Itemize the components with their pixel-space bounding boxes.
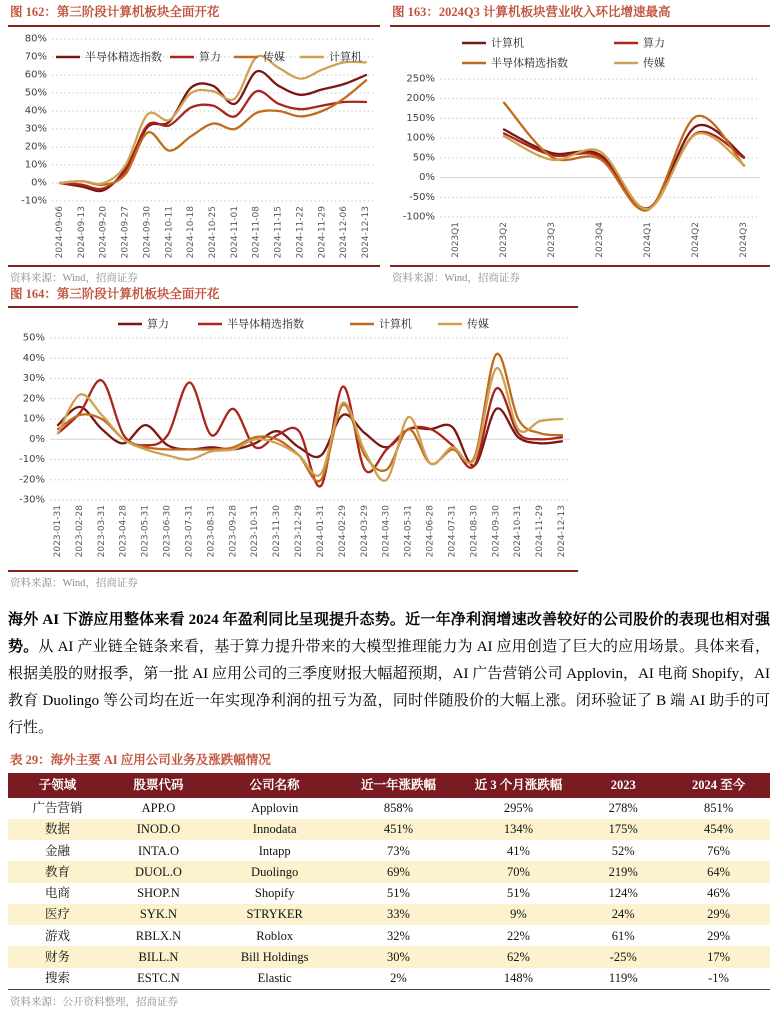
x-tick-label: 2024-11-29 [535, 505, 546, 558]
column-header-1y-change: 近一年涨跌幅 [339, 773, 457, 797]
series-line-算力 [60, 91, 366, 189]
x-tick-label: 2023-07-31 [184, 505, 195, 558]
series-line-传媒 [504, 133, 744, 209]
table-cell: INOD.O [136, 822, 181, 837]
x-tick-label: 2024-11-01 [229, 205, 240, 258]
table-cell: APP.O [141, 801, 176, 815]
x-tick-label: 2023-02-28 [74, 505, 85, 558]
y-tick-label: 70% [24, 51, 47, 63]
table-cell: 64% [707, 864, 730, 879]
figure-162 [8, 4, 380, 286]
legend-label-算力: 算力 [147, 317, 169, 331]
table-cell: 119% [608, 971, 638, 985]
legend-label-半导体精选指数: 半导体精选指数 [491, 56, 568, 70]
figure-163 [390, 4, 770, 286]
x-tick-label: 2024-09-06 [55, 205, 65, 258]
table-cell: BILL.N [138, 949, 179, 964]
x-tick-label: 2024-05-31 [403, 505, 414, 558]
table-cell: Elastic [257, 971, 292, 985]
series-lines [60, 55, 366, 190]
x-tick-label: 2023-01-31 [53, 505, 63, 558]
legend-label-计算机: 计算机 [491, 36, 524, 50]
table-cell: 29% [707, 907, 730, 922]
x-tick-label: 2024-03-29 [359, 505, 370, 558]
table-cell: 73% [387, 843, 410, 858]
table-29-source: 资料来源：公开资料整理，招商证券 [10, 996, 178, 1008]
y-tick-label: 80% [24, 33, 47, 45]
x-tick-label: 2023Q3 [547, 221, 557, 258]
legend [462, 35, 665, 69]
table-cell: -25% [609, 949, 637, 964]
table-cell: 51% [507, 886, 530, 900]
x-tick-label: 2024-09-20 [98, 205, 109, 258]
x-tick-label: 2023-12-29 [294, 505, 305, 558]
y-tick-label: -10% [21, 195, 47, 207]
legend-label-计算机: 计算机 [379, 317, 412, 331]
y-tick-label: 50% [22, 332, 45, 344]
table-cell: 17% [707, 949, 730, 964]
x-tick-label: 2023Q2 [499, 221, 509, 258]
table-cell: Roblox [256, 928, 294, 943]
table-cell: INTA.O [137, 843, 179, 858]
legend [118, 317, 489, 331]
series-lines [58, 354, 562, 487]
table-cell: 游戏 [45, 928, 71, 943]
table-cell: 454% [703, 822, 734, 837]
legend-label-计算机: 计算机 [329, 50, 362, 64]
x-tick-label: 2023Q4 [595, 221, 605, 258]
table-cell: Innodata [252, 822, 297, 837]
y-tick-label: 0% [419, 171, 435, 183]
y-tick-label: 30% [24, 123, 47, 135]
x-tick-label: 2023-04-28 [118, 505, 129, 558]
table-cell: 148% [503, 971, 534, 985]
figure-163-chart-canvas [390, 27, 770, 265]
x-tick-label: 2024-09-30 [491, 505, 502, 558]
table-cell: Intapp [258, 843, 291, 858]
y-axis-labels [21, 33, 47, 206]
y-tick-label: 10% [22, 413, 45, 425]
table-cell: 175% [608, 822, 638, 837]
y-tick-label: 0% [31, 177, 47, 189]
legend [56, 49, 362, 63]
body-paragraph-bold: 海外 AI 下游应用整体来看 2024 年盈利同比呈现提升态势。近一年净利润增速改善较好的公司股价的表现也相对强势。 [8, 612, 770, 656]
table-cell: Applovin [251, 801, 299, 815]
table-header-row [8, 773, 770, 797]
y-tick-label: 60% [24, 69, 47, 81]
series-line-传媒 [60, 80, 366, 185]
table-row [8, 925, 770, 946]
y-tick-label: 0% [29, 434, 45, 445]
y-tick-label: 50% [412, 151, 435, 163]
series-line-半导体精选指数 [60, 71, 366, 191]
table-cell: 51% [387, 886, 410, 900]
figure-164-caption: 图 164：第三阶段计算机板块全面开花 [8, 286, 578, 309]
table-29-caption: 表 29：海外主要 AI 应用公司业务及涨跌幅情况 [10, 753, 271, 768]
table-cell: 451% [383, 822, 414, 837]
x-tick-label: 2024-11-15 [273, 205, 284, 258]
x-tick-label: 2024-09-13 [76, 205, 87, 258]
table-cell: 70% [507, 864, 530, 879]
x-tick-label: 2024-10-25 [208, 205, 218, 258]
table-cell: 858% [383, 801, 414, 815]
legend-label-半导体精选指数: 半导体精选指数 [85, 50, 162, 64]
table-29-block [8, 750, 770, 1009]
legend-label-算力: 算力 [199, 50, 221, 64]
table-cell: 金融 [45, 843, 71, 858]
top-charts-row [8, 4, 770, 286]
table-cell: 69% [387, 864, 410, 879]
table-cell: SHOP.N [137, 886, 180, 900]
table-cell: 134% [503, 822, 534, 837]
table-row [8, 946, 770, 967]
table-cell: 医疗 [45, 907, 71, 922]
x-tick-label: 2024-11-08 [251, 205, 262, 258]
y-tick-label: 150% [406, 112, 435, 124]
x-tick-label: 2024-10-11 [164, 205, 175, 258]
table-cell: 2% [390, 971, 407, 985]
table-cell: Bill Holdings [240, 949, 309, 964]
gridlines [440, 79, 760, 217]
x-tick-label: 2024-12-13 [361, 205, 371, 258]
table-cell: 9% [510, 907, 527, 922]
x-tick-label: 2024Q3 [739, 221, 749, 258]
column-header-2023: 2023 [579, 773, 667, 797]
y-tick-label: 20% [24, 141, 47, 153]
table-row [8, 968, 770, 990]
table-row [8, 840, 770, 861]
x-tick-label: 2023-05-31 [140, 505, 151, 558]
legend-label-传媒: 传媒 [467, 317, 489, 331]
y-tick-label: -50% [409, 191, 435, 203]
column-header-ticker: 股票代码 [107, 773, 210, 797]
table-cell: -1% [708, 971, 729, 985]
table-row [8, 904, 770, 925]
table-cell: 52% [611, 843, 635, 858]
table-29 [8, 773, 770, 990]
x-tick-label: 2024-08-30 [469, 505, 480, 558]
x-tick-label: 2023Q1 [451, 221, 461, 258]
x-tick-label: 2024-12-13 [557, 505, 567, 558]
y-axis-labels [19, 333, 45, 506]
table-row [8, 883, 770, 904]
table-cell: STRYKER [246, 907, 303, 922]
figure-162-chart-canvas [8, 27, 380, 265]
table-cell: 搜索 [45, 971, 71, 985]
x-tick-label: 2023-03-31 [96, 505, 107, 558]
table-cell: 61% [611, 928, 635, 943]
x-tick-label: 2023-11-30 [272, 505, 283, 558]
column-header-2024-ytd: 2024 至今 [667, 773, 770, 797]
table-row [8, 819, 770, 840]
table-cell: 62% [507, 949, 530, 964]
y-tick-label: 100% [406, 132, 435, 144]
legend-label-传媒: 传媒 [643, 56, 665, 70]
x-tick-label: 2024-04-30 [381, 505, 392, 558]
y-tick-label: 30% [22, 373, 45, 385]
figure-162-source: 资料来源：Wind，招商证券 [8, 265, 380, 286]
table-cell: 30% [387, 949, 410, 964]
x-tick-label: 2024-02-29 [337, 505, 348, 558]
table-cell: DUOL.O [135, 864, 182, 879]
table-cell: 教育 [45, 864, 71, 879]
column-header-company: 公司名称 [210, 773, 340, 797]
table-cell: 数据 [45, 822, 71, 837]
figure-164-source: 资料来源：Wind，招商证券 [8, 570, 578, 591]
x-tick-label: 2024-01-31 [315, 505, 326, 558]
x-tick-label: 2024Q2 [691, 221, 701, 258]
series-lines [504, 102, 744, 210]
y-tick-label: 40% [22, 353, 45, 364]
table-cell: ESTC.N [137, 971, 180, 985]
table-cell: 29% [707, 928, 730, 943]
x-tick-label: 2024-11-29 [317, 205, 328, 258]
x-tick-label: 2024-09-30 [142, 205, 153, 258]
table-cell: 76% [707, 843, 730, 858]
table-cell: 46% [707, 886, 730, 900]
table-row [8, 798, 770, 819]
y-tick-label: 200% [406, 92, 435, 104]
table-cell: 851% [703, 801, 734, 815]
y-tick-label: -100% [402, 211, 435, 223]
table-cell: SYK.N [139, 907, 178, 922]
x-tick-label: 2024Q1 [643, 221, 653, 258]
y-tick-label: -30% [19, 494, 45, 506]
x-tick-label: 2023-06-30 [162, 505, 173, 558]
y-tick-label: 50% [24, 87, 47, 99]
table-cell: RBLX.N [135, 928, 182, 943]
x-tick-label: 2024-10-31 [513, 505, 524, 558]
figure-162-caption: 图 162：第三阶段计算机板块全面开花 [8, 4, 380, 27]
legend-label-算力: 算力 [643, 36, 665, 50]
x-axis-labels [451, 221, 749, 257]
table-29-header [8, 773, 770, 797]
figure-163-caption: 图 163：2024Q3 计算机板块营业收入环比增速最高 [390, 4, 770, 27]
x-tick-label: 2024-11-22 [295, 205, 306, 258]
table-cell: 33% [387, 907, 410, 922]
column-header-3m-change: 近 3 个月涨跌幅 [458, 773, 580, 797]
table-cell: 电商 [45, 886, 71, 900]
figure-164-chart-canvas [8, 308, 578, 570]
table-cell: 32% [387, 928, 410, 943]
x-tick-label: 2023-09-28 [228, 505, 239, 558]
table-cell: Duolingo [251, 864, 299, 879]
x-tick-label: 2023-08-31 [206, 505, 217, 558]
x-tick-label: 2024-12-06 [339, 205, 350, 258]
x-tick-label: 2024-06-28 [425, 505, 436, 558]
series-line-计算机 [504, 125, 744, 209]
legend-label-半导体精选指数: 半导体精选指数 [227, 317, 304, 331]
x-tick-label: 2023-10-31 [250, 505, 261, 558]
table-29-body [8, 798, 770, 990]
y-tick-label: 250% [406, 73, 435, 85]
table-cell: 广告营销 [32, 801, 83, 815]
figure-164 [8, 286, 578, 592]
figure-163-source: 资料来源：Wind，招商证券 [390, 265, 770, 286]
y-tick-label: 20% [22, 393, 45, 405]
table-cell: 24% [611, 907, 635, 922]
body-paragraph [8, 607, 770, 742]
table-row [8, 861, 770, 882]
x-tick-label: 2024-10-18 [186, 205, 197, 258]
y-tick-label: 40% [24, 105, 47, 117]
y-tick-label: -10% [19, 454, 45, 466]
y-tick-label: -20% [19, 474, 45, 486]
x-axis-labels [53, 505, 567, 558]
x-tick-label: 2024-07-31 [447, 505, 458, 558]
table-cell: Shopify [254, 886, 295, 900]
table-cell: 22% [507, 928, 530, 943]
table-cell: 41% [507, 843, 530, 858]
body-paragraph-rest: 从 AI 产业链全链条来看，基于算力提升带来的大模型推理能力为 AI 应用创造了巨大的应用场景。具体来看，根据美股的财报季，第一批 AI 应用公司的三季度财报大幅超预期，AI 广告营销公司 Applovin，AI 电商 Shopify，AI 教育 Duolingo 等公司均在近一年实现净利润的扭亏为盈，同时伴随股价的大幅上涨。闭环验证了 B 端 AI 助手的可行性。 [8, 639, 770, 737]
table-cell: 财务 [45, 949, 71, 964]
column-header-subfield: 子领域 [8, 773, 107, 797]
table-cell: 124% [608, 886, 638, 900]
table-cell: 219% [608, 864, 638, 879]
y-tick-label: 10% [24, 159, 47, 171]
table-cell: 278% [608, 801, 638, 815]
y-axis-labels [403, 73, 435, 222]
x-tick-label: 2024-09-27 [120, 205, 131, 258]
legend-label-传媒: 传媒 [263, 50, 285, 64]
x-axis-labels [55, 205, 371, 258]
table-cell: 295% [503, 801, 534, 815]
